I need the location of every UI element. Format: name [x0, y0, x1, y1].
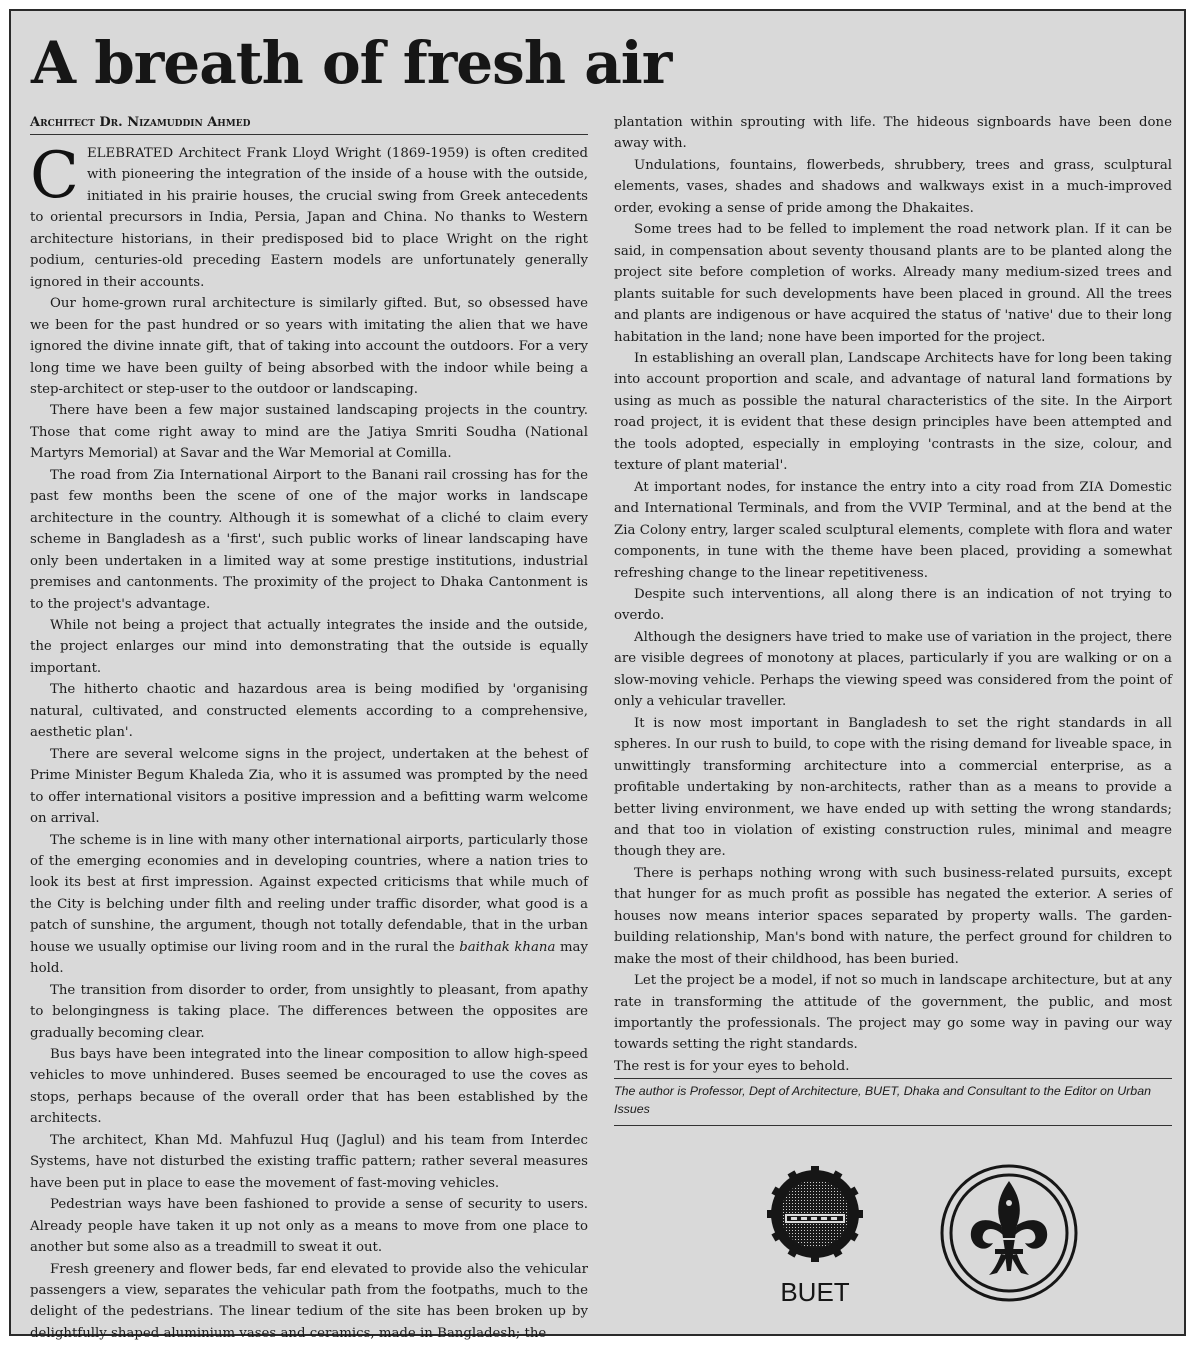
- author-note: The author is Professor, Dept of Architecture, BUET, Dhaka and Consultant to the Editor on Urban Issues: [614, 1078, 1172, 1126]
- newspaper-page: [9, 9, 1186, 1341]
- paragraph: [30, 830, 588, 980]
- paragraph: Bus bays have been integrated into the linear composition to allow high-speed vehicles to move unhindered. Buses seemed be encouraged to use the coves as stops, perhaps because of the overall order that has been established by the architects.: [30, 1047, 588, 1127]
- article-column-2: [614, 112, 1172, 1077]
- article-column-1: [30, 115, 588, 1344]
- paragraph: Some trees had to be felled to implement the road network plan. If it can be said, in compensation about seventy thousand plants are to be planted along the project site before completion of works. Already many medium-sized trees and plants suitable for such developments have been placed in ground. All the trees and plants are indigenous or have acquired the status of 'native' due to their long habitation in the land; none have been imported for the project.: [614, 222, 1172, 345]
- paragraph: The road from Zia International Airport to the Banani rail crossing has for the past few months been the scene of one of the major works in landscape architecture in the country. Although it is somewhat of a cliché to claim every scheme in Bangladesh as a 'first', such public works of linear landscaping have only been undertaken in a limited way at some prestige institutions, industrial premises and cantonments. The proximity of the project to Dhaka Cantonment is to the project's advantage.: [30, 467, 588, 612]
- headline: A breath of fresh air: [31, 29, 672, 97]
- paragraph: plantation within sprouting with life. The hideous signboards have been done away with.: [614, 115, 1172, 152]
- paragraph: While not being a project that actually integrates the inside and the outside, the project enlarges our mind into demonstrating that the outside is equally important.: [30, 617, 588, 676]
- paragraph: Despite such interventions, all along there is an indication of not trying to overdo.: [614, 586, 1172, 624]
- paragraph: There have been a few major sustained landscaping projects in the country. Those that come right away to mind are the Jatiya Smriti Soudha (National Martyrs Memorial) at Savar and the War Memorial at Comilla.: [30, 403, 588, 462]
- paragraph: There are several welcome signs in the project, undertaken at the behest of Prime Minister Begum Khaleda Zia, who it is assumed was prompted by the need to offer international visitors a positive impression and a befitting warm welcome on arrival.: [30, 746, 588, 827]
- buet-label: BUET: [780, 1277, 850, 1306]
- paragraph: Our home-grown rural architecture is similarly gifted. But, so obsessed have we been for the past hundred or so years with imitating the alien that we have ignored the divine innate gift, that of taking into account the outdoors. For a very long time we have been guilty of being absorbed with the indoor while being a step-architect or step-user to the outdoor or landscaping.: [30, 296, 588, 397]
- first-paragraph: [30, 139, 588, 293]
- fleur-de-lis-icon: [971, 1181, 1047, 1275]
- paragraph: In establishing an overall plan, Landscape Architects have for long been taking into account proportion and scale, and advantage of natural land formations by using as much as possible the natural characteristics of the site. In the Airport road project, it is evident that these design principles have been attempted and the tools adopted, especially in employing 'contrasts in the size, colour, and texture of plant material'.: [614, 350, 1172, 474]
- paragraph: Fresh greenery and flower beds, far end elevated to provide also the vehicular passengers a view, separates the vehicular path from the footpaths, much to the delight of the pedestrians. The linear tedium of the site has been broken up by delightfully shaped aluminium vases and ceramics, made in Bangladesh; the: [30, 1261, 588, 1341]
- paragraph: The hitherto chaotic and hazardous area is being modified by 'organising natural, cultivated, and constructed elements according to a comprehensive, aesthetic plan'.: [30, 682, 588, 741]
- paragraph: Let the project be a model, if not so much in landscape architecture, but at any rate in transforming the attitude of the government, the public, and most importantly the professionals. The project may go some way in paving our way towards setting the right standards.: [614, 973, 1172, 1053]
- paragraph-text: ELEBRATED Architect Frank Lloyd Wright (1869-1959) is often credited with pioneering the integration of the inside of a house with the outside, initiated in his prairie houses, the crucial swing from Greek antecedents to oriental precursors in India, Persia, Japan and China. No thanks to Western architecture historians, in their predisposed bid to place Wright on the right podium, centuries-old preceding Eastern models are unfortunately generally ignored in their accounts.: [30, 146, 588, 290]
- paragraph: It is now most important in Bangladesh to set the right standards in all spheres. In our rush to build, to cope with the rising demand for liveable space, in unwittingly transforming architecture into a commercial enterprise, as a profitable undertaking by non-architects, rather than as a means to provide a better living environment, we have ended up with setting the wrong standards; and that too in violation of existing construction rules, minimal and meagre though they are.: [614, 715, 1172, 860]
- paragraph: Pedestrian ways have been fashioned to provide a sense of security to users. Already people have taken it up not only as a means to move from one place to another but some also as a treadmill to sweat it out.: [30, 1197, 588, 1256]
- italic-term: baithak khana: [459, 939, 556, 955]
- gear-icon: [767, 1166, 863, 1262]
- drop-cap: C: [30, 139, 79, 213]
- fleur-de-lis-emblem: [939, 1163, 1079, 1303]
- paragraph: At important nodes, for instance the entry into a city road from ZIA Domestic and International Terminals, and from the VVIP Terminal, and at the bend at the Zia Colony entry, larger scaled sculptural elements, complete with flora and water components, in tune with the theme have been placed, providing a somewhat refreshing change to the linear repetitiveness.: [614, 479, 1172, 581]
- paragraph: The transition from disorder to order, from unsightly to pleasant, from apathy to belongingness is taking place. The differences between the opposites are gradually becoming clear.: [30, 982, 588, 1041]
- paragraph-text: may hold.: [30, 939, 588, 977]
- paragraph-text: The scheme is in line with many other international airports, particularly those of the emerging economies and in developing countries, where a nation tries to look its best at first impression. Against expected criticisms that while much of the City is belching under filth and reeling under traffic disorder, what good is a patch of sunshine, the argument, though not totally defendable, that in the urban house we usually optimise our living room and in the rural the: [30, 832, 588, 955]
- paragraph: Undulations, fountains, flowerbeds, shrubbery, trees and grass, sculptural elements, vases, shades and shadows and walkways exist in a much-improved order, evoking a sense of pride among the Dhakaites.: [614, 157, 1172, 216]
- paragraph: There is perhaps nothing wrong with such business-related pursuits, except that hunger for as much profit as possible has negated the exterior. A series of houses now means interior spaces separated by property walls. The garden-building relationship, Man's bond with nature, the perfect ground for children to make the most of their childhood, has been buried.: [614, 865, 1172, 967]
- paragraph: Although the designers have tried to make use of variation in the project, there are visible degrees of monotony at places, particularly if you are walking or on a slow-moving vehicle. Perhaps the viewing speed was considered from the point of only a vehicular traveller.: [614, 629, 1172, 710]
- buet-logo: [767, 1166, 863, 1306]
- paragraph: The architect, Khan Md. Mahfuzul Huq (Jaglul) and his team from Interdec Systems, have not disturbed the existing traffic pattern; rather several measures have been put in place to ease the movement of fast-moving vehicles.: [30, 1132, 588, 1191]
- byline: Architect Dr. Nizamuddin Ahmed: [30, 115, 588, 135]
- closing-line: The rest is for your eyes to behold.: [614, 1058, 850, 1074]
